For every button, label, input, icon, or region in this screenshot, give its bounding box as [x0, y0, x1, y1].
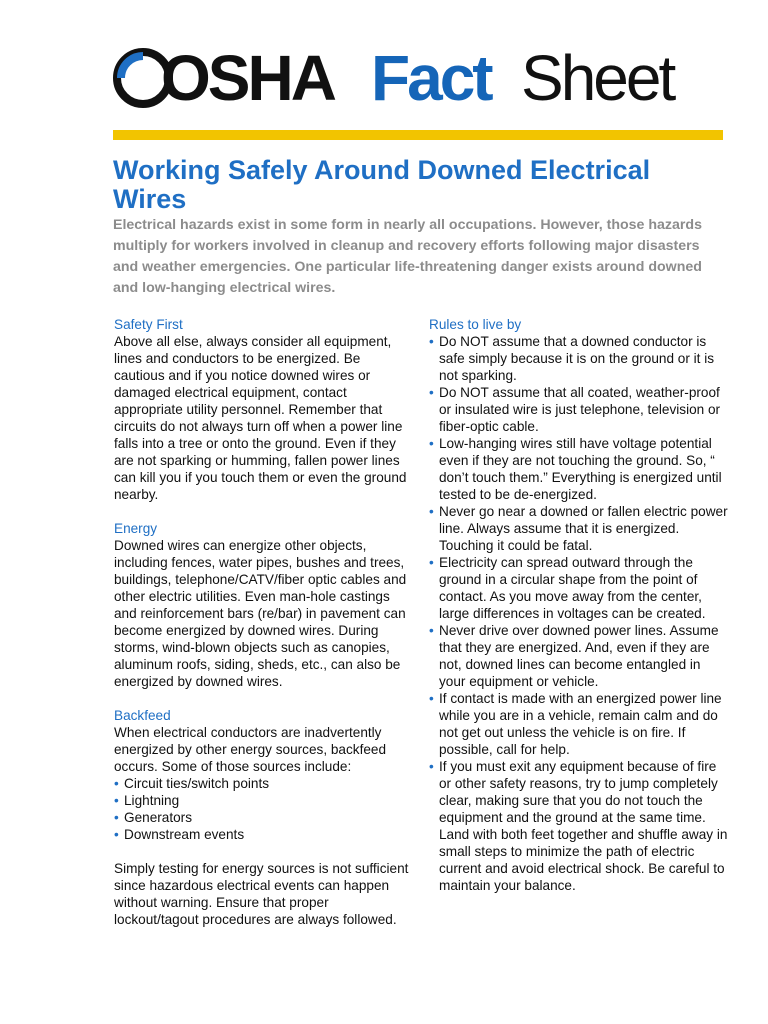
logo-osha-text: OSHA — [161, 42, 334, 114]
list-item: • Low-hanging wires still have voltage potential even if they are not touching the ground. So, “ don’t touch them.” Everything is energized until tested to be de-energized. — [429, 435, 729, 503]
right-column — [429, 316, 729, 894]
list-item: • Never drive over downed power lines. Assume that they are energized. And, even if they are not, downed lines can become entangled in your equipment or vehicle. — [429, 622, 729, 690]
backfeed-body: When electrical conductors are inadvertently energized by other energy sources, backfeed occurs. Some of those sources include: — [114, 725, 387, 774]
list-item: • Generators — [114, 809, 414, 826]
backfeed-closing: Simply testing for energy sources is not sufficient since hazardous electrical events can happen without warning. Ensure that proper lockout/tagout procedures are always followed. — [114, 861, 409, 927]
list-item: • Circuit ties/switch points — [114, 775, 414, 792]
header-divider — [113, 130, 723, 140]
safety-first-heading: Safety First — [114, 317, 183, 332]
logo-fact-text: Fact — [371, 42, 491, 114]
left-column — [114, 316, 414, 928]
list-item: • If contact is made with an energized power line while you are in a vehicle, remain calm and do not get out unless the vehicle is on fire. If possible, call for help. — [429, 690, 729, 758]
list-item: • Lightning — [114, 792, 414, 809]
rules-list — [429, 333, 729, 894]
backfeed-heading: Backfeed — [114, 708, 171, 723]
energy-body: Downed wires can energize other objects, including fences, water pipes, bushes and trees, buildings, telephone/CATV/fiber optic cables and other electric utilities. Even man-hole castings and reinforcement bars (re/bar) in pavement can become energized by downed wires. During storms, wind-blown objects such as canopies, aluminum roofs, siding, sheds, etc., can also be energized by downed wires. — [114, 538, 407, 689]
backfeed-source-list — [114, 775, 414, 843]
list-item: • Do NOT assume that all coated, weather-proof or insulated wire is just telephone, television or fiber-optic cable. — [429, 384, 729, 435]
logo-sheet-text: Sheet — [521, 42, 674, 114]
osha-fact-sheet-header — [113, 42, 723, 112]
rules-heading: Rules to live by — [429, 317, 522, 332]
list-item: • Downstream events — [114, 826, 414, 843]
page-title: Working Safely Around Downed Electrical Wires — [113, 155, 651, 214]
list-item: • If you must exit any equipment because of fire or other safety reasons, try to jump completely clear, making sure that you do not touch the equipment and the ground at the same time. Land with both feet together and shuffle away in small steps to minimize the path of electric current and avoid electrical shock. Be careful to maintain your balance. — [429, 758, 729, 894]
list-item: • Electricity can spread outward through the ground in a circular shape from the point of contact. As you move away from the center, large differences in voltages can be created. — [429, 554, 729, 622]
intro-paragraph: Electrical hazards exist in some form in nearly all occupations. However, those hazards multiply for workers involved in cleanup and recovery efforts following major disasters and weather emergencies. One particular life-threatening danger exists around downed and low-hanging electrical wires. — [113, 217, 702, 296]
list-item: • Never go near a downed or fallen electric power line. Always assume that it is energized. Touching it could be fatal. — [429, 503, 729, 554]
safety-first-body: Above all else, always consider all equipment, lines and conductors to be energized. Be cautious and if you notice downed wires or damaged electrical equipment, contact appropriate utility personnel. Remember that circuits do not always turn off when a power line falls into a tree or onto the ground. Even if they are not sparking or humming, fallen power lines can kill you if you touch them or even the ground nearby. — [114, 334, 407, 502]
energy-heading: Energy — [114, 521, 158, 536]
list-item: • Do NOT assume that a downed conductor is safe simply because it is on the ground or it is not sparking. — [429, 333, 729, 384]
